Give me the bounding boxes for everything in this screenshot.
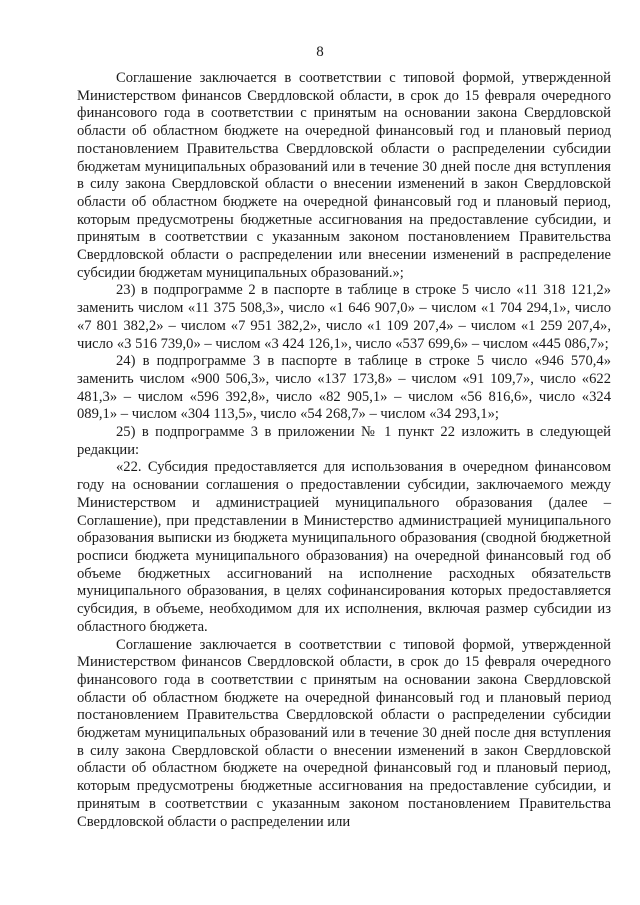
paragraph-clause-22: «22. Субсидия предоставляется для использования в очередном финансовом году на основании соглашения о предоставлении субсидии, заключаемого между Министерством и администрацией муниципального образования (далее – Соглашение), при представлении в Министерство администрацией муниципального образования выписки из бюджета муниципального образования (сводной бюджетной росписи бюджета муниципального образования) на очередной финансовый год об объеме бюджетных ассигнований на исполнение расходных обязательств муниципального образования, в целях софинансирования которых предоставляется субсидия, в объеме, необходимом для их исполнения, включая размер субсидии из областного бюджета. xyxy=(77,459,611,635)
paragraph-agreement-terms: Соглашение заключается в соответствии с типовой формой, утвержденной Министерством финансов Свердловской области, в срок до 15 февраля очередного финансового года в соответствии с принятым на основании закона Свердловской области об областном бюджете на очередной финансовый год и плановый период постановлением Правительства Свердловской области о распределении субсидии бюджетам муниципальных образований или в течение 30 дней после дня вступления в силу закона Свердловской области о внесении изменений в закон Свердловской области об областном бюджете на очередной финансовый год и плановый период, которым предусмотрены бюджетные ассигнования на предоставление субсидии, и принятым в соответствии с указанным законом постановлением Правительства Свердловской области о распределении или внесении изменений в распределение субсидии бюджетам муниципальных образований.»; xyxy=(77,70,611,281)
paragraph-item-24: 24) в подпрограмме 3 в паспорте в таблице в строке 5 число «946 570,4» заменить числом «900 506,3», число «137 173,8» – числом «91 109,7», число «622 481,3» – числом «596 392,8», число «82 905,1» – числом «56 816,6», число «324 089,1» – числом «304 113,5», число «54 268,7» – числом «34 293,1»; xyxy=(77,353,611,423)
paragraph-agreement-terms-repeat: Соглашение заключается в соответствии с типовой формой, утвержденной Министерством финансов Свердловской области, в срок до 15 февраля очередного финансового года в соответствии с принятым на основании закона Свердловской области об областном бюджете на очередной финансовый год и плановый период постановлением Правительства Свердловской области о распределении субсидии бюджетам муниципальных образований или в течение 30 дней после дня вступления в силу закона Свердловской области о внесении изменений в закон Свердловской области об областном бюджете на очередной финансовый год и плановый период, которым предусмотрены бюджетные ассигнования на предоставление субсидии, и принятым в соответствии с указанным законом постановлением Правительства Свердловской области о распределении или xyxy=(77,636,611,830)
page-number: 8 xyxy=(316,44,324,60)
paragraph-item-23: 23) в подпрограмме 2 в паспорте в таблице в строке 5 число «11 318 121,2» заменить числом «11 375 508,3», число «1 646 907,0» – числом «1 704 294,1», число «7 801 382,2» – числом «7 951 382,2», число «1 109 207,4» – числом «1 259 207,4», число «3 516 739,0» – числом «3 424 126,1», число «537 699,6» – числом «445 086,7»; xyxy=(77,282,611,352)
paragraph-item-25: 25) в подпрограмме 3 в приложении № 1 пункт 22 изложить в следующей редакции: xyxy=(77,424,611,458)
document-body xyxy=(77,70,611,831)
